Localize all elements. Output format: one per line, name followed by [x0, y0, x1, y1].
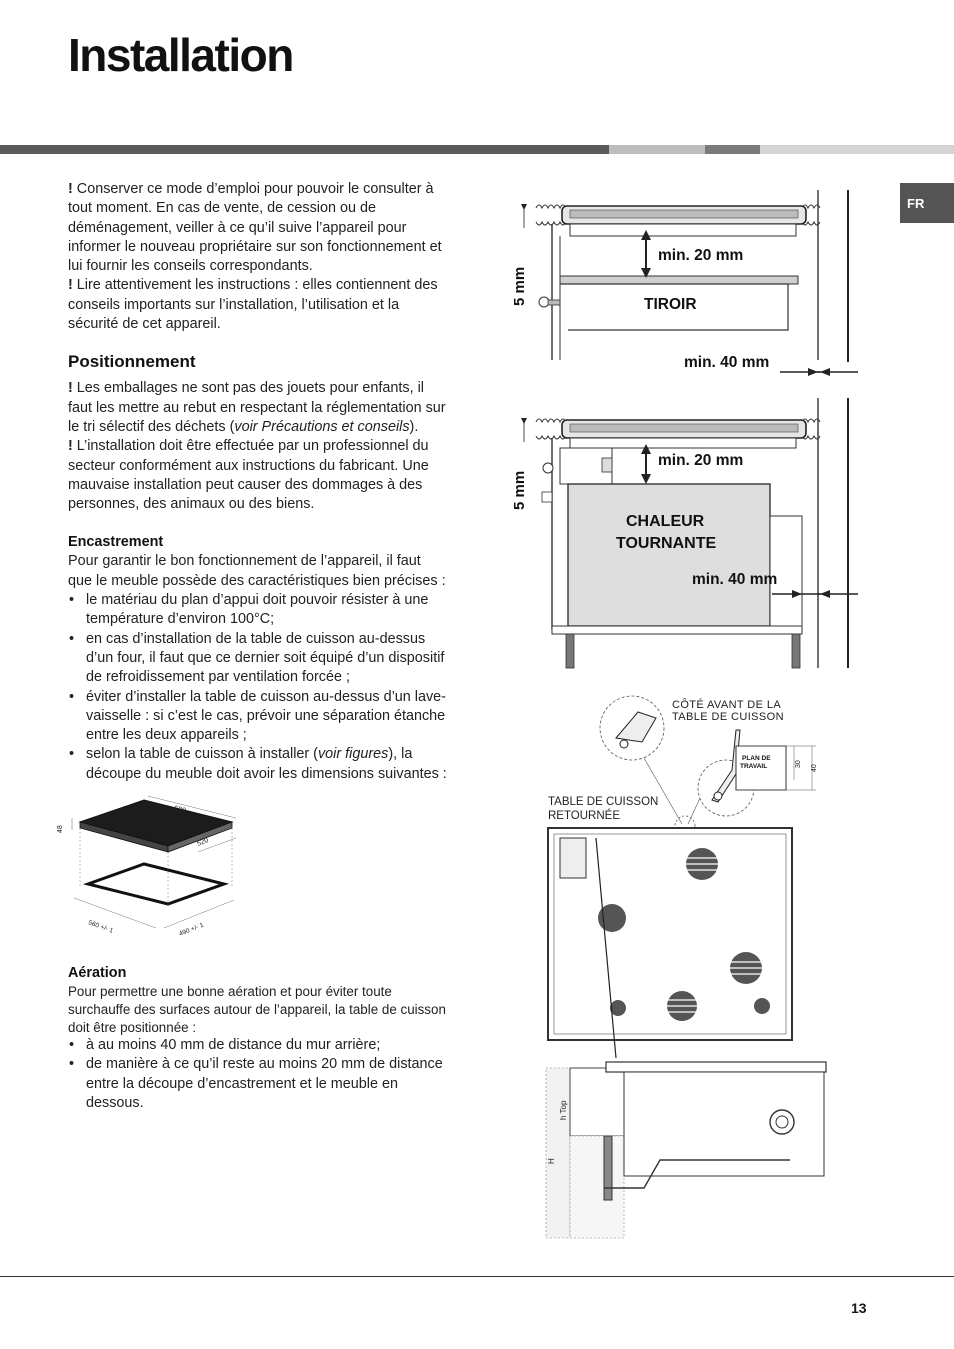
dim-width: 590 [173, 805, 187, 815]
heading-aeration: Aération [68, 965, 127, 982]
warning-mark: ! [68, 181, 73, 197]
aeration-intro: Pour permettre une bonne aération et pour éviter toute surchauffe des surfaces autour de l’appareil, la table de cuisson doit être positionnée : [68, 984, 446, 1035]
dim-40: 40 [811, 764, 818, 772]
oven-label-line1: CHALEUR [626, 513, 705, 530]
drawer-label: TIROIR [644, 296, 697, 313]
header-bar [0, 145, 954, 154]
heading-encastrement: Encastrement [68, 534, 164, 551]
encastrement-list [68, 591, 448, 784]
page-number: 13 [851, 1300, 867, 1316]
list-item: • de manière à ce qu’il reste au moins 20 mm de distance entre la découpe d’encastrement et le meuble en dessous. [68, 1055, 448, 1113]
front-label-line1: CÔTÉ AVANT DE LA [672, 699, 782, 711]
gap-label: 5 mm [511, 470, 528, 510]
list-item: • à au moins 40 mm de distance du mur arrière; [68, 1036, 448, 1055]
drawer-installation-figure [510, 180, 870, 380]
positionnement-paragraph-2: ! L’installation doit être effectuée par un professionnel du secteur conformément aux instructions du fabricant. Une mauvaise installation peut causer des dommages à des personnes, des animaux ou des biens. [68, 438, 429, 513]
cutout-dimensions-figure [57, 800, 248, 950]
dim-depth: 520 [196, 837, 210, 848]
footer-rule [0, 1276, 954, 1277]
list-item: • en cas d’installation de la table de cuisson au-dessus d’un four, il faut que ce dernier soit équipé d’un dispositif de refroidissement par ventilation forcée ; [68, 630, 448, 688]
dim-cut-width: 560 +/- 1 [87, 919, 114, 935]
main-text [57, 180, 448, 1113]
encastrement-intro: Pour garantir le bon fonctionnement de l’appareil, il faut que le meuble possède des caractéristiques bien précises : [68, 553, 446, 589]
worktop-label-line2: TRAVAIL [740, 763, 768, 770]
min20-label: min. 20 mm [658, 247, 744, 264]
h-label: H [547, 1158, 556, 1164]
list-item: • le matériau du plan d’appui doit pouvoir résister à une température d’environ 100°C; [68, 591, 448, 630]
min20-label: min. 20 mm [658, 452, 744, 469]
list-item: • éviter d’installer la table de cuisson au-dessus d’un lave-vaisselle : si c’est le cas, prévoir une séparation étanche entre les deux appareils ; [68, 688, 448, 746]
heading-positionnement: Positionnement [68, 352, 196, 372]
oven-installation-figure [510, 398, 870, 670]
reference-link: voir Précautions et conseils [234, 418, 410, 435]
dim-cut-depth: 490 +/- 1 [178, 921, 205, 938]
page-title: Installation [68, 29, 293, 81]
hob-label-line1: TABLE DE CUISSON [548, 796, 659, 808]
warning-mark: ! [68, 277, 73, 294]
intro-paragraph-1: ! Conserver ce mode d’emploi pour pouvoir le consulter à tout moment. En cas de vente, de cession ou de déménagement, veiller à ce qu’il suive l’appareil pour informer le nouveau propriétaire sur son fonctionnement et lui fournir les conseils correspondants. [68, 181, 442, 275]
language-tab: FR [900, 183, 954, 223]
intro-paragraph-2: ! Lire attentivement les instructions : elles contiennent des conseils importants sur l’installation, l’utilisation et la sécurité de cet appareil. [68, 277, 438, 333]
worktop-label-line1: PLAN DE [742, 755, 771, 762]
aeration-list [68, 1036, 448, 1113]
dim-height: 48 [57, 825, 64, 834]
hob-fixing-figure [540, 688, 830, 1248]
dim-30: 30 [795, 760, 802, 768]
gap-label: 5 mm [511, 266, 528, 306]
hob-label-line2: RETOURNÉE [548, 810, 620, 822]
oven-label-line2: TOURNANTE [616, 535, 717, 552]
min40-label: min. 40 mm [692, 571, 778, 588]
positionnement-paragraph-1: ! Les emballages ne sont pas des jouets pour enfants, il faut les mettre au rebut en respectant la réglementation sur le tri sélectif des déchets (voir Précautions et conseils). [68, 380, 446, 435]
list-item: • selon la table de cuisson à installer (voir figures), la découpe du meuble doit avoir les dimensions suivantes : [68, 745, 448, 784]
min40-label: min. 40 mm [684, 354, 770, 371]
front-label-line2: TABLE DE CUISSON [672, 711, 784, 723]
htop-label: h Top [559, 1100, 568, 1120]
